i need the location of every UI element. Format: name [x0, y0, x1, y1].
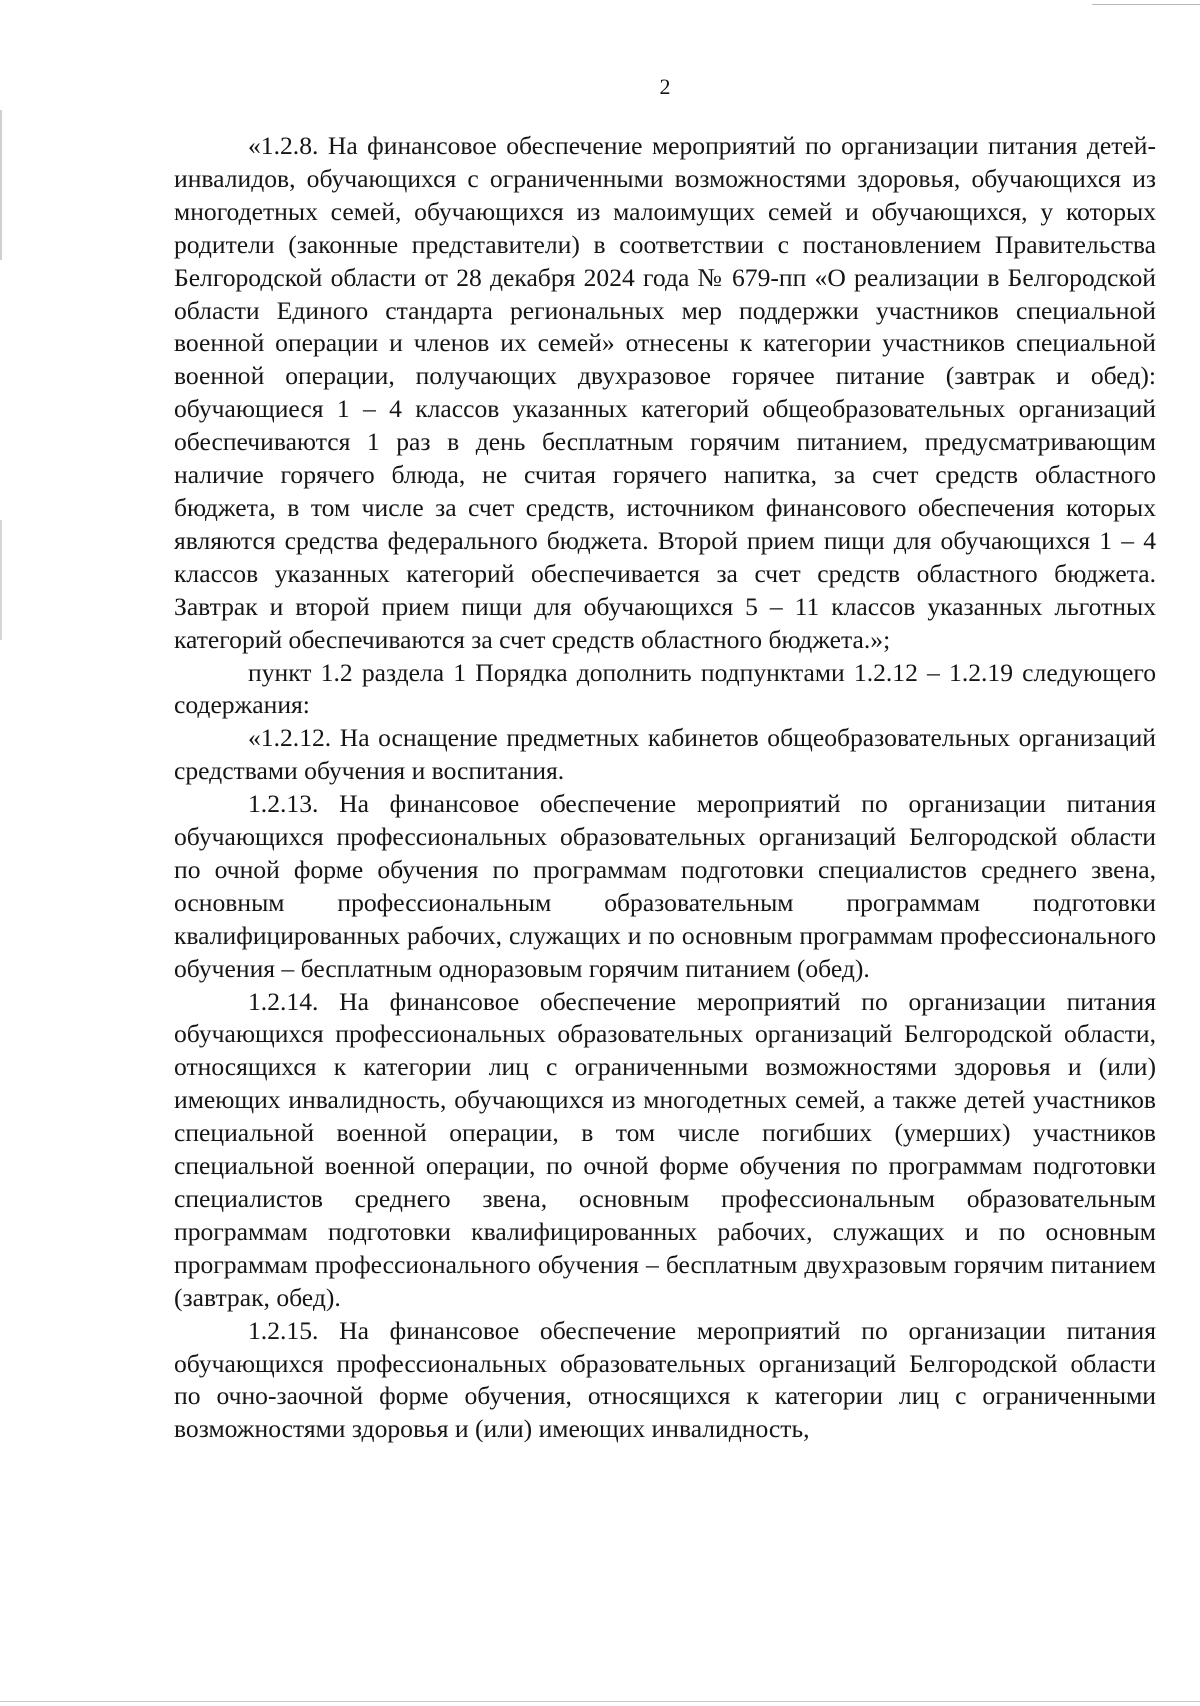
- paragraph-1-2-12: «1.2.12. На оснащение предметных кабинетов общеобразовательных организаций средствами обучения и воспитания.: [174, 723, 1156, 786]
- top-edge-rule: [1092, 4, 1200, 5]
- paragraph-1-2-13: 1.2.13. На финансовое обеспечение мероприятий по организации питания обучающихся профессиональных образовательных организаций Белгородской области по очной форме обучения по программам подготовки специалистов среднего звена, основным профессиональным образовательным программам подготовки квалифицированных рабочих, служащих и по основным программам профессионального обучения – бесплатным одноразовым горячим питанием (обед).: [174, 789, 1156, 983]
- scan-edge-mark: [0, 520, 2, 640]
- page-number: 2: [659, 74, 671, 99]
- paragraph-1-2-15: 1.2.15. На финансовое обеспечение мероприятий по организации питания обучающихся профессиональных образовательных организаций Белгородской области по очно-заочной форме обучения, относящихся к категории лиц с ограниченными возможностями здоровья и (или) имеющих инвалидность,: [174, 1315, 1156, 1444]
- document-body: [174, 130, 1156, 1446]
- paragraph-amendment-intro: пункт 1.2 раздела 1 Порядка дополнить подпунктами 1.2.12 – 1.2.19 следующего содержания:: [174, 657, 1156, 720]
- scan-edge-mark: [0, 110, 2, 260]
- paragraph-1-2-14: 1.2.14. На финансовое обеспечение мероприятий по организации питания обучающихся профессиональных образовательных организаций Белгородской области, относящихся к категории лиц с ограниченными возможностями здоровья и (или) имеющих инвалидность, обучающихся из многодетных семей, а также детей участников специальной военной операции, в том числе погибших (умерших) участников специальной военной операции, по очной форме обучения по программам подготовки специалистов среднего звена, основным профессиональным образовательным программам подготовки квалифицированных рабочих, служащих и по основным программам профессионального обучения – бесплатным двухразовым горячим питанием (завтрак, обед).: [174, 986, 1156, 1312]
- bottom-edge-rule: [0, 1701, 1200, 1702]
- paragraph-1-2-8: «1.2.8. На финансовое обеспечение мероприятий по организации питания детей-инвалидов, обучающихся с ограниченными возможностями здоровья, обучающихся из многодетных семей, обучающихся из малоимущих семей и обучающихся, у которых родители (законные представители) в соответствии с постановлением Правительства Белгородской области от 28 декабря 2024 года № 679-пп «О реализации в Белгородской области Единого стандарта региональных мер поддержки участников специальной военной операции и членов их семей» отнесены к категории участников специальной военной операции, получающих двухразовое горячее питание (завтрак и обед): обучающиеся 1 – 4 классов указанных категорий общеобразовательных организаций обеспечиваются 1 раз в день бесплатным горячим питанием, предусматривающим наличие горячего блюда, не считая горячего напитка, за счет средств областного бюджета, в том числе за счет средств, источником финансового обеспечения которых являются средства федерального бюджета. Второй прием пищи для обучающихся 1 – 4 классов указанных категорий обеспечивается за счет средств областного бюджета. Завтрак и второй прием пищи для обучающихся 5 – 11 классов указанных льготных категорий обеспечиваются за счет средств областного бюджета.»;: [174, 131, 1156, 654]
